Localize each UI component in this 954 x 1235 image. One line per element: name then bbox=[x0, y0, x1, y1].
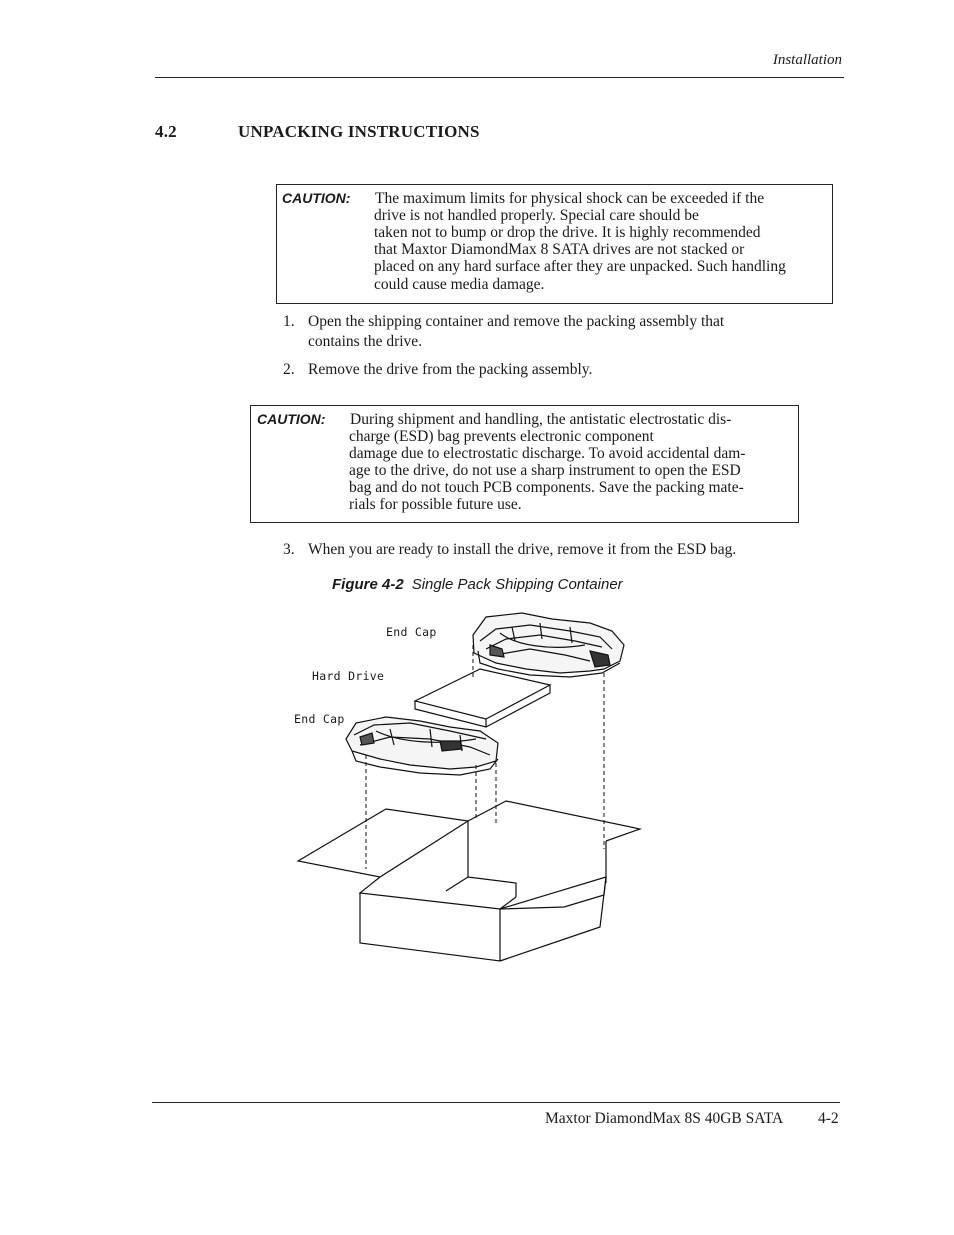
exploded-view-drawing bbox=[290, 605, 680, 970]
section-number: 4.2 bbox=[155, 122, 177, 141]
step-2 bbox=[283, 360, 592, 380]
caution-text-line: age to the drive, do not use a sharp instrument to open the ESD bbox=[349, 462, 741, 479]
step-1 bbox=[283, 312, 724, 352]
caution-box-esd bbox=[250, 405, 799, 523]
running-header: Installation bbox=[772, 52, 842, 68]
bottom-end-cap-shape bbox=[346, 717, 498, 775]
caution-text-line: that Maxtor DiamondMax 8 SATA drives are not stacked or bbox=[374, 241, 745, 258]
step-text-continued: contains the drive. bbox=[308, 333, 423, 350]
step-3 bbox=[283, 540, 736, 560]
caution-text-line: could cause media damage. bbox=[374, 276, 545, 293]
step-text: Open the shipping container and remove the packing assembly that bbox=[308, 313, 725, 330]
caution-text-line: rials for possible future use. bbox=[349, 496, 522, 513]
caution-text-line: damage due to electrostatic discharge. To avoid accidental dam- bbox=[349, 445, 746, 462]
caution-text-line: bag and do not touch PCB components. Save the packing mate- bbox=[349, 479, 744, 496]
caution-text-line: The maximum limits for physical shock can be exceeded if the bbox=[375, 190, 765, 207]
top-end-cap-shape bbox=[473, 613, 624, 677]
label-hard-drive: Hard Drive bbox=[312, 669, 385, 683]
caution-text-line: charge (ESD) bag prevents electronic component bbox=[349, 428, 654, 445]
label-bottom-end-cap: End Cap bbox=[294, 712, 345, 726]
section-heading bbox=[155, 122, 480, 142]
step-text: When you are ready to install the drive, remove it from the ESD bag. bbox=[308, 541, 737, 558]
label-top-end-cap: End Cap bbox=[386, 625, 437, 639]
caution-text-line: During shipment and handling, the antistatic electrostatic dis- bbox=[350, 411, 732, 428]
footer-product: Maxtor DiamondMax 8S 40GB SATA bbox=[545, 1110, 784, 1127]
step-number: 1. bbox=[283, 313, 295, 330]
step-number: 2. bbox=[283, 361, 295, 378]
caution-text-line: taken not to bump or drop the drive. It is highly recommended bbox=[374, 224, 761, 241]
step-text: Remove the drive from the packing assembly. bbox=[308, 361, 593, 378]
figure-caption bbox=[332, 576, 623, 593]
figure-number: Figure 4-2 bbox=[332, 576, 404, 593]
figure-title: Single Pack Shipping Container bbox=[411, 576, 623, 593]
header-rule bbox=[155, 77, 844, 78]
footer-rule bbox=[152, 1102, 840, 1103]
caution-box-shock bbox=[276, 184, 833, 304]
step-number: 3. bbox=[283, 541, 295, 558]
caution-text-line: drive is not handled properly. Special care should be bbox=[374, 207, 699, 224]
caution-label: CAUTION: bbox=[257, 411, 326, 427]
section-title: UNPACKING INSTRUCTIONS bbox=[238, 122, 480, 141]
shipping-container-illustration bbox=[290, 605, 680, 970]
shipping-box-shape bbox=[298, 801, 640, 961]
page-number: 4-2 bbox=[818, 1110, 839, 1127]
hard-drive-shape bbox=[415, 669, 550, 727]
caution-label: CAUTION: bbox=[282, 190, 351, 206]
caution-text-line: placed on any hard surface after they are unpacked. Such handling bbox=[374, 258, 786, 275]
